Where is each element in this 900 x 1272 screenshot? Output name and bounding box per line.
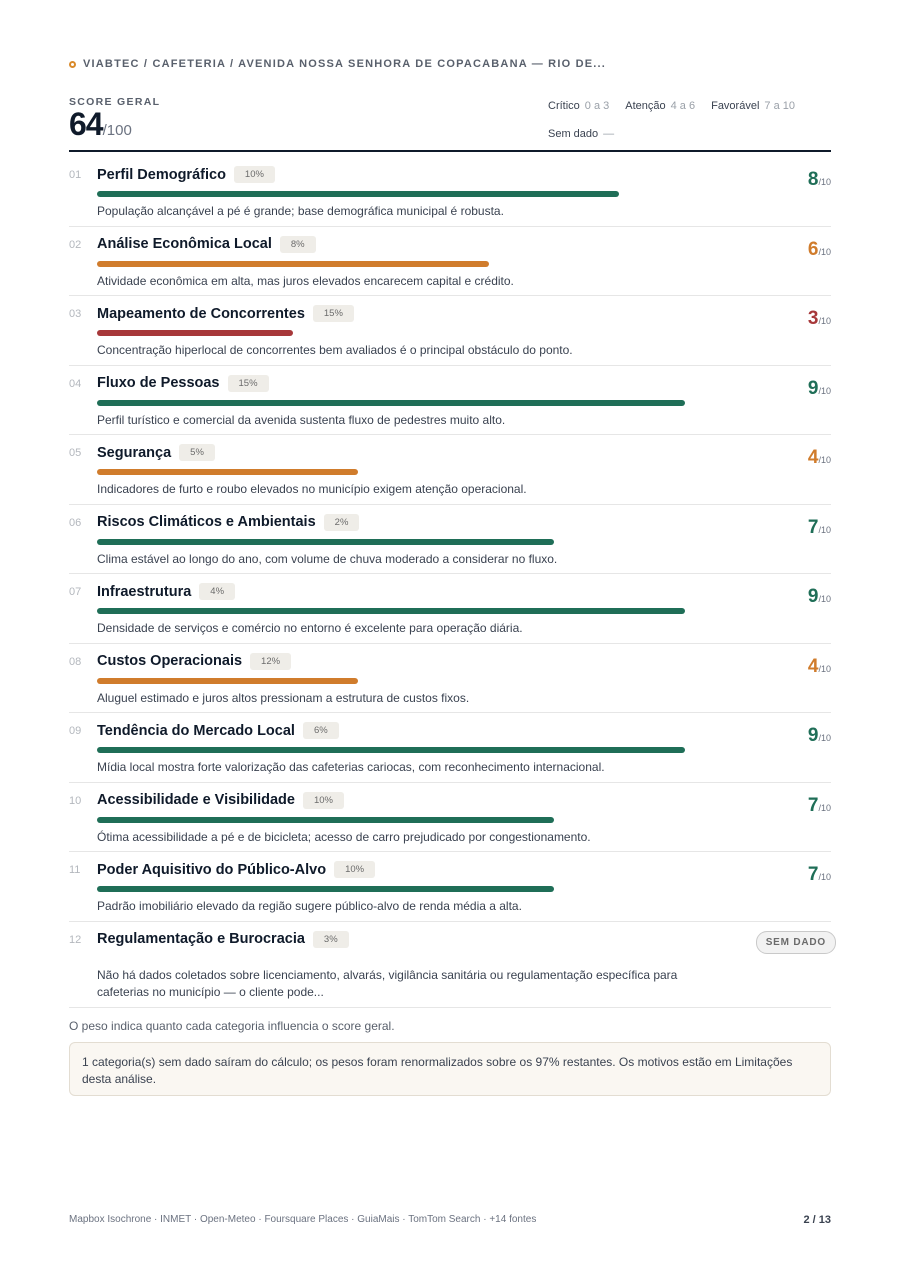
category-description: Indicadores de furto e roubo elevados no município exigem atenção operacional. — [97, 482, 527, 496]
category-index: 02 — [69, 238, 82, 251]
category-row — [69, 505, 831, 575]
category-index: 11 — [69, 864, 81, 876]
category-header — [97, 861, 375, 878]
category-index: 10 — [69, 794, 82, 807]
category-score — [808, 656, 831, 678]
category-header — [97, 444, 215, 461]
category-list — [69, 157, 831, 1008]
category-score — [808, 169, 831, 191]
category-weight-badge: 5% — [179, 444, 215, 461]
category-row — [69, 296, 831, 366]
category-index: 03 — [69, 308, 82, 320]
category-header — [97, 792, 344, 809]
category-score-value: 7 — [807, 864, 819, 885]
category-score — [808, 864, 831, 886]
category-score-max: /10 — [818, 802, 831, 813]
category-index: 06 — [69, 516, 82, 529]
category-row — [69, 852, 831, 922]
category-score-value: 9 — [807, 586, 819, 607]
renormalization-info-box: 1 categoria(s) sem dado saíram do cálculo; os pesos foram renormalizados sobre os 97% restantes. Os motivos estão em Limitações desta análise. — [69, 1042, 831, 1096]
category-index: 05 — [69, 447, 82, 459]
category-header — [97, 722, 339, 739]
category-score-max: /10 — [818, 872, 831, 882]
category-score-max: /10 — [818, 455, 831, 465]
category-weight-badge: 10% — [334, 861, 375, 878]
category-header — [97, 583, 235, 600]
category-description: Clima estável ao longo do ano, com volume de chuva moderado a considerar no fluxo. — [97, 551, 558, 566]
category-description: Mídia local mostra forte valorização das cafeterias cariocas, com reconhecimento internacional. — [97, 760, 605, 774]
category-description: Concentração hiperlocal de concorrentes bem avaliados é o principal obstáculo do ponto. — [97, 343, 573, 357]
category-description: Não há dados coletados sobre licenciamento, alvarás, vigilância sanitária ou regulamentação específica para cafeterias no município — o cliente pode... — [97, 967, 678, 999]
category-score-value: 3 — [807, 308, 819, 329]
category-weight-badge: 2% — [324, 514, 360, 531]
category-score — [808, 517, 831, 539]
category-row — [69, 157, 831, 227]
category-index: 08 — [69, 655, 82, 668]
category-score-bar — [97, 747, 685, 753]
category-description: Densidade de serviços e comércio no entorno é excelente para operação diária. — [97, 621, 523, 635]
category-title: Acessibilidade e Visibilidade — [97, 792, 295, 808]
overall-score — [69, 106, 132, 143]
legend-favoravel: Favorável 7 a 10 — [711, 100, 795, 112]
category-score-bar — [97, 886, 554, 892]
category-row — [69, 227, 831, 297]
category-score-max: /10 — [818, 733, 831, 743]
legend-critico: Crítico 0 a 3 — [548, 100, 610, 112]
category-score-max: /10 — [818, 246, 831, 257]
category-header — [97, 166, 275, 183]
category-header — [97, 653, 291, 670]
category-weight-badge: 8% — [280, 236, 316, 253]
category-title: Fluxo de Pessoas — [97, 375, 220, 391]
category-weight-badge: 15% — [313, 305, 354, 322]
category-title: Mapeamento de Concorrentes — [97, 305, 305, 322]
category-score — [808, 795, 831, 817]
category-title: Segurança — [97, 444, 172, 461]
category-weight-badge: 6% — [303, 722, 339, 739]
category-score-bar — [97, 817, 554, 823]
category-score — [808, 239, 831, 261]
category-score-bar — [97, 330, 293, 336]
category-score-max: /10 — [818, 524, 831, 535]
category-row — [69, 366, 831, 436]
category-row — [69, 574, 831, 644]
category-description: Perfil turístico e comercial da avenida sustenta fluxo de pedestres muito alto. — [97, 412, 506, 427]
category-title: Tendência do Mercado Local — [97, 722, 295, 739]
overall-score-max: /100 — [102, 122, 132, 139]
category-score-max: /10 — [818, 316, 831, 326]
overall-score-value: 64 — [69, 106, 103, 142]
category-title: Riscos Climáticos e Ambientais — [97, 514, 316, 530]
category-row — [69, 644, 831, 714]
header-divider — [69, 150, 831, 152]
category-description: População alcançável a pé é grande; base demográfica municipal é robusta. — [97, 204, 504, 218]
category-score-max: /10 — [818, 594, 831, 604]
no-data-badge: SEM DADO — [756, 931, 836, 954]
category-row — [69, 435, 831, 505]
category-title: Custos Operacionais — [97, 653, 243, 669]
category-row — [69, 783, 831, 853]
category-score-value: 6 — [807, 238, 819, 260]
category-score-value: 9 — [807, 725, 819, 746]
category-score-bar — [97, 261, 489, 267]
category-weight-badge: 3% — [313, 931, 349, 948]
category-weight-badge: 4% — [199, 583, 235, 600]
category-header — [97, 375, 269, 392]
category-index: 01 — [69, 169, 82, 181]
category-score — [808, 725, 831, 747]
category-score-bar — [97, 539, 554, 545]
category-index: 07 — [69, 586, 82, 598]
category-description: Ótima acessibilidade a pé e de bicicleta; acesso de carro prejudicado por congestionamento. — [97, 829, 591, 844]
category-score-value: 4 — [807, 447, 819, 468]
category-description: Atividade econômica em alta, mas juros elevados encarecem capital e crédito. — [97, 273, 514, 288]
category-header — [97, 931, 349, 948]
category-score-value: 4 — [807, 655, 819, 677]
page-number: 2 / 13 — [803, 1214, 831, 1226]
score-label: SCORE GERAL — [69, 96, 161, 108]
category-index: 09 — [69, 725, 82, 737]
category-score-bar — [97, 191, 619, 197]
category-title: Poder Aquisitivo do Público-Alvo — [97, 861, 327, 878]
category-score-value: 7 — [807, 794, 819, 816]
category-index: 04 — [69, 377, 82, 390]
category-title: Regulamentação e Burocracia — [97, 931, 305, 947]
category-description: Padrão imobiliário elevado da região sugere público-alvo de renda média a alta. — [97, 899, 522, 913]
category-index: 12 — [69, 933, 82, 946]
sources-footer: Mapbox Isochrone · INMET · Open-Meteo · Foursquare Places · GuiaMais · TomTom Search · +14 fontes — [69, 1214, 537, 1225]
category-row — [69, 922, 831, 1008]
category-score — [808, 586, 831, 608]
category-score-max: /10 — [818, 385, 831, 396]
category-score-value: 8 — [807, 169, 819, 190]
category-score-bar — [97, 608, 685, 614]
category-title: Infraestrutura — [97, 583, 192, 600]
category-header — [97, 305, 354, 322]
category-score — [808, 447, 831, 469]
category-row — [69, 713, 831, 783]
location-pin-icon — [69, 61, 76, 68]
category-score-max: /10 — [818, 663, 831, 674]
category-score — [808, 378, 831, 400]
category-weight-badge: 10% — [234, 166, 275, 183]
category-weight-badge: 10% — [303, 792, 344, 809]
category-weight-badge: 12% — [250, 653, 291, 670]
legend-atencao: Atenção 4 a 6 — [625, 100, 696, 112]
category-title: Análise Econômica Local — [97, 236, 272, 252]
weight-note: O peso indica quanto cada categoria influencia o score geral. — [69, 1019, 395, 1033]
category-title: Perfil Demográfico — [97, 166, 226, 183]
breadcrumb — [69, 58, 606, 70]
score-legend — [548, 100, 795, 142]
category-score-bar — [97, 400, 685, 406]
category-header — [97, 236, 316, 253]
category-header — [97, 514, 359, 531]
category-score-max: /10 — [818, 177, 831, 187]
category-score-bar — [97, 469, 358, 475]
category-score-value: 9 — [807, 377, 819, 399]
category-weight-badge: 15% — [228, 375, 269, 392]
category-score-value: 7 — [807, 516, 819, 538]
legend-sem-dado: Sem dado — — [548, 128, 615, 140]
breadcrumb-text: VIABTEC / CAFETERIA / AVENIDA NOSSA SENHORA DE COPACABANA — RIO DE... — [83, 58, 607, 70]
category-description: Aluguel estimado e juros altos pressionam a estrutura de custos fixos. — [97, 690, 470, 705]
category-score-bar — [97, 678, 358, 684]
category-score — [808, 308, 831, 330]
